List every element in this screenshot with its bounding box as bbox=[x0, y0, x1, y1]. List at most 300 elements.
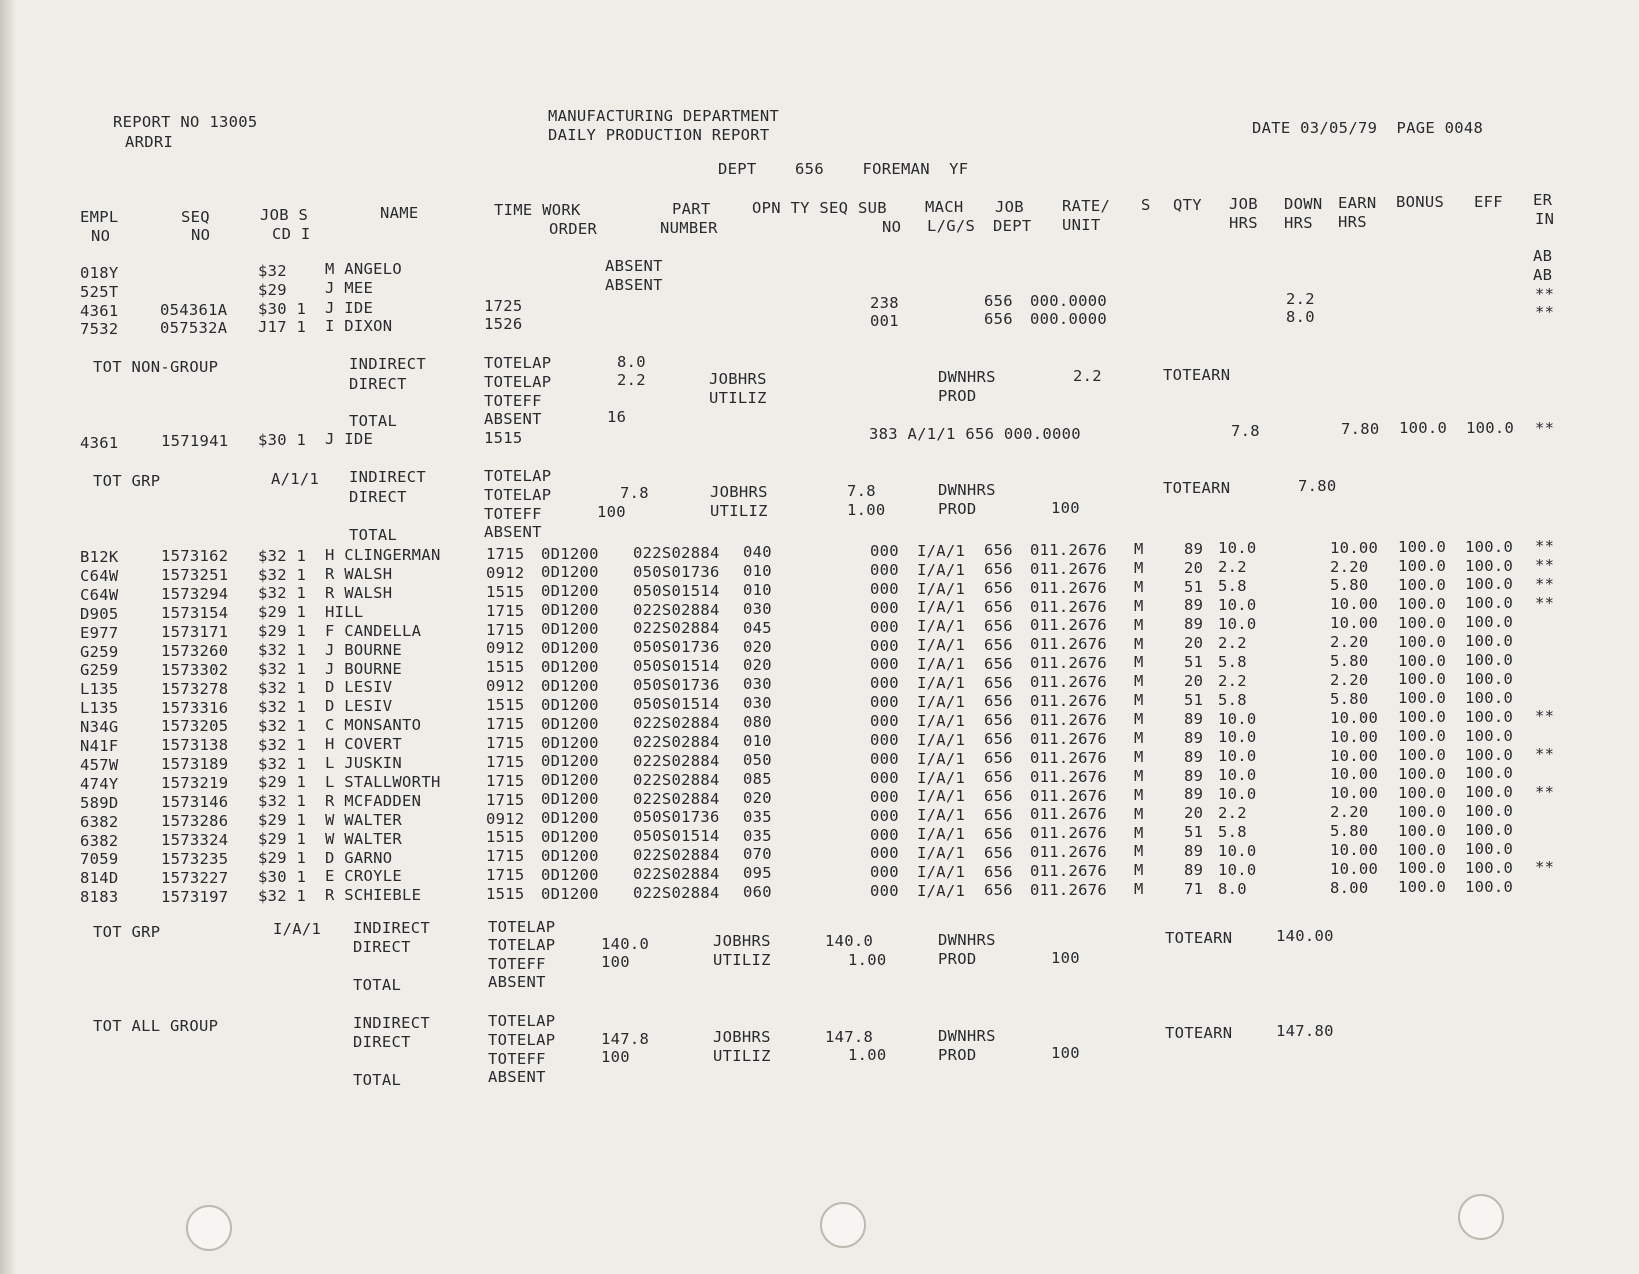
rate: 011.2676 bbox=[1030, 729, 1108, 748]
seq-no: 1573146 bbox=[161, 793, 229, 812]
dept-foreman-line: DEPT 656 FOREMAN YF bbox=[718, 160, 969, 178]
job-dept: 656 bbox=[984, 730, 1013, 749]
col-empl-no: NO bbox=[91, 227, 111, 245]
employee-name: D LESIV bbox=[325, 678, 393, 697]
earn-hrs: 10.00 bbox=[1330, 538, 1379, 557]
work-order: 0D1200 bbox=[541, 884, 599, 903]
col-part: PART bbox=[672, 200, 711, 218]
mach-lgs: I/A/1 bbox=[917, 730, 966, 749]
qty: 89 bbox=[1184, 539, 1204, 558]
employee-name: J IDE bbox=[325, 430, 374, 448]
s-flag: M bbox=[1134, 615, 1144, 634]
time: 0912 bbox=[486, 809, 525, 828]
empl-no: N41F bbox=[80, 737, 119, 755]
col-qty: QTY bbox=[1173, 196, 1202, 214]
opn: 020 bbox=[743, 637, 772, 656]
work-order: 0D1200 bbox=[541, 809, 599, 828]
qty: 20 bbox=[1184, 672, 1204, 691]
seq-no: 1573227 bbox=[161, 868, 229, 887]
employee-name: L JUSKIN bbox=[325, 754, 403, 773]
part-number: 050S01514 bbox=[633, 695, 720, 714]
job-code: $29 1 bbox=[258, 849, 307, 868]
er-flag: ** bbox=[1535, 537, 1555, 556]
sub-no: 000 bbox=[870, 806, 899, 825]
job-hrs: 2.2 bbox=[1218, 633, 1247, 652]
earn-hrs: 10.00 bbox=[1330, 859, 1379, 878]
job-dept: 656 bbox=[984, 881, 1013, 900]
work-order: 0D1200 bbox=[541, 828, 599, 847]
sub-no: 238 bbox=[870, 294, 899, 312]
bonus: 100.0 bbox=[1398, 746, 1447, 764]
bonus: 100.0 bbox=[1398, 689, 1447, 708]
sub-no: 000 bbox=[870, 542, 899, 561]
job-dept: 656 bbox=[984, 862, 1013, 881]
dwnhrs-label: DWNHRS bbox=[938, 481, 996, 499]
time: 1515 bbox=[486, 582, 525, 601]
work-order: 0D1200 bbox=[541, 544, 599, 563]
s-flag: M bbox=[1134, 558, 1144, 577]
empl-no: 7059 bbox=[80, 850, 119, 869]
sub-mach-dept-rate: 383 A/1/1 656 000.0000 bbox=[869, 425, 1081, 443]
job-dept: 656 bbox=[984, 786, 1013, 805]
absent-label: ABSENT bbox=[484, 410, 542, 428]
opn: 010 bbox=[743, 580, 772, 599]
work-order: 0D1200 bbox=[541, 657, 599, 676]
mach-lgs: I/A/1 bbox=[917, 806, 966, 825]
totearn-label: TOTEARN bbox=[1163, 479, 1231, 497]
sub-no: 000 bbox=[870, 787, 899, 806]
time: 0912 bbox=[486, 639, 525, 658]
earn-hrs: 10.00 bbox=[1330, 595, 1379, 614]
time: 0912 bbox=[486, 563, 525, 582]
utiliz-value: 1.00 bbox=[848, 951, 887, 969]
qty: 89 bbox=[1184, 728, 1204, 747]
totelap-direct-label: TOTELAP bbox=[484, 486, 552, 504]
indirect-label: INDIRECT bbox=[353, 1014, 431, 1032]
opn: 010 bbox=[743, 732, 772, 751]
earn-hrs: 10.00 bbox=[1330, 614, 1379, 633]
rate: 011.2676 bbox=[1030, 578, 1108, 597]
totelap-indirect-label: TOTELAP bbox=[484, 467, 552, 485]
time: 1715 bbox=[486, 544, 525, 563]
opn: 085 bbox=[743, 769, 772, 788]
empl-no: 814D bbox=[80, 869, 119, 888]
seq-no: 1573286 bbox=[161, 811, 229, 830]
seq-no: 1571941 bbox=[161, 432, 229, 450]
part-number: 022S02884 bbox=[633, 751, 720, 770]
totelap-indirect-label: TOTELAP bbox=[488, 918, 556, 936]
bonus: 100.0 bbox=[1398, 613, 1447, 632]
earn-hrs: 2.20 bbox=[1330, 633, 1369, 652]
job-code: $32 1 bbox=[258, 660, 307, 679]
bonus: 100.0 bbox=[1398, 538, 1447, 557]
mach-lgs: I/A/1 bbox=[917, 560, 966, 579]
eff: 100.0 bbox=[1465, 537, 1514, 556]
sub-no: 000 bbox=[870, 712, 899, 731]
part-number: 022S02884 bbox=[633, 713, 720, 732]
col-dept: DEPT bbox=[993, 217, 1032, 235]
jobhrs-label: JOBHRS bbox=[710, 483, 768, 501]
direct-label: DIRECT bbox=[353, 1033, 411, 1051]
total-row-label: TOTAL bbox=[353, 1071, 402, 1089]
earn-hrs: 2.20 bbox=[1330, 803, 1369, 822]
opn: 040 bbox=[743, 543, 772, 562]
report-operator: ARDRI bbox=[125, 133, 174, 151]
job-code: $32 1 bbox=[258, 735, 307, 754]
job-hrs: 10.0 bbox=[1218, 596, 1257, 615]
empl-no: 474Y bbox=[80, 774, 119, 793]
work-order: 0D1200 bbox=[541, 563, 599, 582]
employee-name: W WALTER bbox=[325, 810, 403, 829]
total-row-label: TOTAL bbox=[349, 412, 398, 430]
eff: 100.0 bbox=[1465, 707, 1514, 726]
part-number: 022S02884 bbox=[633, 600, 720, 619]
seq-no: 054361A bbox=[160, 301, 228, 319]
totearn-value: 7.80 bbox=[1298, 477, 1337, 495]
col-bonus: BONUS bbox=[1396, 193, 1445, 211]
job-code: $32 1 bbox=[258, 792, 307, 811]
qty: 89 bbox=[1184, 861, 1204, 880]
rate: 011.2676 bbox=[1030, 616, 1108, 635]
employee-name: J IDE bbox=[325, 299, 374, 317]
col-in: IN bbox=[1535, 210, 1555, 228]
empl-no: L135 bbox=[80, 680, 119, 699]
col-earn-hrs: HRS bbox=[1338, 213, 1367, 231]
totearn-value: 140.00 bbox=[1276, 927, 1334, 945]
rate: 011.2676 bbox=[1030, 843, 1108, 862]
job-hrs: 5.8 bbox=[1218, 690, 1247, 709]
empl-no: 6382 bbox=[80, 831, 119, 850]
time: 1715 bbox=[486, 847, 525, 866]
time: 1515 bbox=[484, 429, 523, 447]
earn-hrs: 2.20 bbox=[1330, 670, 1369, 689]
job-dept: 656 bbox=[984, 292, 1013, 310]
jobhrs-label: JOBHRS bbox=[709, 370, 767, 388]
totearn-label: TOTEARN bbox=[1163, 366, 1231, 384]
employee-name: R MCFADDEN bbox=[325, 791, 422, 810]
opn: 060 bbox=[743, 883, 772, 902]
job-dept: 656 bbox=[984, 654, 1013, 673]
binder-hole bbox=[186, 1205, 232, 1251]
empl-no: E977 bbox=[80, 623, 119, 642]
col-down-hrs: HRS bbox=[1284, 214, 1313, 232]
employee-name: H COVERT bbox=[325, 735, 403, 754]
job-hrs: 5.8 bbox=[1218, 652, 1247, 671]
opn: 030 bbox=[743, 599, 772, 618]
prod-value: 100 bbox=[1051, 1044, 1080, 1062]
job-dept: 656 bbox=[984, 692, 1013, 711]
time: 1715 bbox=[486, 715, 525, 734]
job-hrs: 5.8 bbox=[1218, 822, 1247, 841]
totearn-value: 147.80 bbox=[1276, 1022, 1334, 1040]
rate: 011.2676 bbox=[1030, 710, 1108, 729]
col-earn: EARN bbox=[1338, 194, 1377, 212]
eff: 100.0 bbox=[1465, 745, 1514, 764]
absent-label: ABSENT bbox=[488, 973, 546, 991]
dwnhrs-value: 2.2 bbox=[1073, 367, 1102, 385]
work-order: 0D1200 bbox=[541, 752, 599, 771]
job-code: $32 bbox=[258, 262, 287, 280]
group-code: A/1/1 bbox=[271, 470, 320, 488]
rate: 011.2676 bbox=[1030, 862, 1108, 881]
job-hrs: 10.0 bbox=[1218, 860, 1257, 879]
time: 1725 bbox=[484, 297, 523, 315]
earn-hrs: 10.00 bbox=[1330, 727, 1379, 746]
empl-no: G259 bbox=[80, 661, 119, 680]
empl-no: 018Y bbox=[80, 264, 119, 282]
rate: 011.2676 bbox=[1030, 692, 1108, 711]
employee-name: W WALTER bbox=[325, 829, 403, 848]
earn-hrs: 10.00 bbox=[1330, 841, 1379, 860]
indirect-label: INDIRECT bbox=[349, 468, 427, 486]
work-order: 0D1200 bbox=[541, 771, 599, 790]
earn-hrs: 10.00 bbox=[1330, 765, 1379, 784]
job-code: $32 1 bbox=[258, 886, 307, 905]
s-flag: M bbox=[1134, 861, 1144, 880]
mach-lgs: I/A/1 bbox=[917, 692, 966, 711]
col-order: ORDER bbox=[549, 220, 598, 238]
totelap-direct-label: TOTELAP bbox=[484, 373, 552, 391]
opn: 030 bbox=[743, 675, 772, 694]
job-dept: 656 bbox=[984, 635, 1013, 654]
eff: 100.0 bbox=[1465, 688, 1514, 707]
seq-no: 1573235 bbox=[161, 849, 229, 868]
job-dept: 656 bbox=[984, 805, 1013, 824]
work-order: 0D1200 bbox=[541, 714, 599, 733]
seq-no: 1573251 bbox=[161, 566, 229, 585]
part-number: 022S02884 bbox=[633, 732, 720, 751]
department-name: MANUFACTURING DEPARTMENT bbox=[548, 107, 780, 125]
s-flag: M bbox=[1134, 729, 1144, 748]
rate: 011.2676 bbox=[1030, 597, 1108, 616]
seq-no: 1573138 bbox=[161, 736, 229, 755]
col-eff: EFF bbox=[1474, 193, 1503, 211]
part-number: 022S02884 bbox=[633, 619, 720, 638]
work-order: 0D1200 bbox=[541, 582, 599, 601]
eff: 100.0 bbox=[1465, 802, 1514, 821]
job-hrs: 10.0 bbox=[1218, 747, 1257, 766]
time: 0912 bbox=[486, 677, 525, 696]
time: 1715 bbox=[486, 733, 525, 752]
prod-label: PROD bbox=[938, 387, 977, 405]
employee-name: L STALLWORTH bbox=[325, 772, 441, 791]
work-order: 0D1200 bbox=[541, 733, 599, 752]
bonus: 100.0 bbox=[1398, 783, 1447, 802]
empl-no: C64W bbox=[80, 566, 119, 585]
total-row-label: TOTAL bbox=[353, 976, 402, 994]
seq-no: 1573278 bbox=[161, 679, 229, 698]
er-flag: ** bbox=[1535, 555, 1555, 574]
employee-name: H CLINGERMAN bbox=[325, 546, 441, 565]
toteff-label: TOTEFF bbox=[488, 1050, 546, 1068]
col-job-hrs: HRS bbox=[1229, 214, 1258, 232]
earn-hrs: 5.80 bbox=[1330, 689, 1369, 708]
employee-name: F CANDELLA bbox=[325, 621, 422, 640]
employee-name: R WALSH bbox=[325, 565, 393, 584]
sub-no: 000 bbox=[870, 655, 899, 674]
sub-no: 000 bbox=[870, 560, 899, 579]
job-code: $29 bbox=[258, 281, 287, 299]
work-order: 0D1200 bbox=[541, 865, 599, 884]
qty: 89 bbox=[1184, 596, 1204, 615]
totearn-label: TOTEARN bbox=[1165, 929, 1233, 947]
mach-lgs: I/A/1 bbox=[917, 711, 966, 730]
utiliz-value: 1.00 bbox=[848, 1046, 887, 1064]
mach-lgs: I/A/1 bbox=[917, 863, 966, 882]
job-hrs: 10.0 bbox=[1218, 785, 1257, 804]
job-code: $29 1 bbox=[258, 830, 307, 849]
utiliz-label: UTILIZ bbox=[713, 1047, 771, 1065]
totelap-indirect-label: TOTELAP bbox=[488, 1012, 556, 1030]
eff: 100.0 bbox=[1465, 877, 1514, 896]
dwnhrs-label: DWNHRS bbox=[938, 368, 996, 386]
col-s: S bbox=[1141, 196, 1151, 214]
group-code: I/A/1 bbox=[273, 920, 322, 938]
part-number: 050S01514 bbox=[633, 827, 720, 846]
eff: 100.0 bbox=[1465, 726, 1514, 745]
er-flag: ** bbox=[1535, 285, 1555, 303]
s-flag: M bbox=[1134, 672, 1144, 691]
indirect-label: INDIRECT bbox=[349, 355, 427, 373]
mach-lgs: I/A/1 bbox=[917, 768, 966, 787]
employee-name: J BOURNE bbox=[325, 640, 403, 659]
job-hrs: 2.2 bbox=[1218, 558, 1247, 577]
part-number: 050S01736 bbox=[633, 808, 720, 827]
er-flag: AB bbox=[1533, 247, 1553, 265]
rate: 011.2676 bbox=[1030, 559, 1108, 578]
opn: 095 bbox=[743, 864, 772, 883]
job-dept: 656 bbox=[984, 541, 1013, 560]
empl-no: L135 bbox=[80, 699, 119, 718]
down-hrs: 2.2 bbox=[1286, 290, 1315, 308]
sub-no: 000 bbox=[870, 731, 899, 750]
mach-lgs: I/A/1 bbox=[917, 655, 966, 674]
job-hrs: 10.0 bbox=[1218, 841, 1257, 860]
mach-lgs: I/A/1 bbox=[917, 617, 966, 636]
eff: 100.0 bbox=[1465, 613, 1514, 632]
part-number: 022S02884 bbox=[633, 789, 720, 808]
job-dept: 656 bbox=[984, 711, 1013, 730]
earn-hrs: 10.00 bbox=[1330, 784, 1379, 803]
seq-no: 1573302 bbox=[161, 660, 229, 679]
opn: 080 bbox=[743, 713, 772, 732]
mach-lgs: I/A/1 bbox=[917, 749, 966, 768]
col-number: NUMBER bbox=[660, 219, 718, 237]
bonus: 100.0 bbox=[1398, 727, 1447, 746]
time: 1515 bbox=[486, 885, 525, 904]
col-down: DOWN bbox=[1284, 195, 1323, 213]
toteff-label: TOTEFF bbox=[484, 392, 542, 410]
empl-no: 7532 bbox=[80, 320, 119, 338]
time: 1715 bbox=[486, 752, 525, 771]
job-dept: 656 bbox=[984, 824, 1013, 843]
job-dept: 656 bbox=[984, 749, 1013, 768]
toteff-label: TOTEFF bbox=[484, 505, 542, 523]
total-label: TOT ALL GROUP bbox=[93, 1017, 219, 1035]
time: 1515 bbox=[486, 658, 525, 677]
col-time-work: TIME WORK bbox=[494, 201, 581, 219]
s-flag: M bbox=[1134, 785, 1144, 804]
direct-label: DIRECT bbox=[349, 488, 407, 506]
seq-no: 1573324 bbox=[161, 830, 229, 849]
col-rate: RATE/ bbox=[1062, 197, 1111, 215]
bonus: 100.0 bbox=[1398, 764, 1447, 783]
sub-no: 001 bbox=[870, 312, 899, 330]
seq-no: 1573154 bbox=[161, 604, 229, 623]
jobhrs-value: 147.8 bbox=[825, 1028, 874, 1046]
bonus: 100.0 bbox=[1398, 632, 1447, 651]
totelap-indirect-value: 8.0 bbox=[617, 353, 646, 371]
empl-no: D905 bbox=[80, 604, 119, 623]
eff: 100.0 bbox=[1465, 556, 1514, 575]
job-hrs: 10.0 bbox=[1218, 615, 1257, 634]
work-order: 0D1200 bbox=[541, 601, 599, 620]
empl-no: 589D bbox=[80, 793, 119, 812]
col-er: ER bbox=[1533, 191, 1553, 209]
col-mach: MACH bbox=[925, 198, 964, 216]
job-code: $32 1 bbox=[258, 565, 307, 584]
er-flag: ** bbox=[1535, 744, 1555, 763]
job-hrs: 8.0 bbox=[1218, 879, 1247, 898]
time: 1715 bbox=[486, 790, 525, 809]
mach-lgs: I/A/1 bbox=[917, 674, 966, 693]
work-order: 0D1200 bbox=[541, 620, 599, 639]
seq-no: 1573316 bbox=[161, 698, 229, 717]
qty: 89 bbox=[1184, 842, 1204, 861]
eff: 100.0 bbox=[1465, 651, 1514, 669]
sub-no: 000 bbox=[870, 749, 899, 768]
status: ABSENT bbox=[605, 276, 663, 294]
col-job: JOB S bbox=[260, 206, 309, 224]
seq-no: 057532A bbox=[160, 319, 228, 337]
totearn-label: TOTEARN bbox=[1165, 1024, 1233, 1042]
bonus: 100.0 bbox=[1398, 557, 1447, 575]
er-flag: ** bbox=[1535, 782, 1555, 801]
work-order: 0D1200 bbox=[541, 676, 599, 695]
opn: 035 bbox=[743, 826, 772, 845]
eff: 100.0 bbox=[1465, 783, 1514, 802]
eff: 100.0 bbox=[1465, 858, 1514, 877]
rate: 011.2676 bbox=[1030, 540, 1108, 559]
s-flag: M bbox=[1134, 880, 1144, 899]
absent-value: 16 bbox=[607, 408, 627, 426]
eff: 100.0 bbox=[1465, 632, 1514, 651]
rate: 000.0000 bbox=[1030, 292, 1108, 310]
prod-value: 100 bbox=[1051, 949, 1080, 967]
date-page: DATE 03/05/79 PAGE 0048 bbox=[1252, 119, 1484, 137]
job-dept: 656 bbox=[984, 843, 1013, 862]
part-number: 050S01736 bbox=[633, 676, 720, 695]
report-number: REPORT NO 13005 bbox=[113, 113, 258, 131]
col-seq-no: NO bbox=[191, 226, 211, 244]
rate: 011.2676 bbox=[1030, 654, 1108, 673]
empl-no: G259 bbox=[80, 642, 119, 661]
direct-label: DIRECT bbox=[349, 375, 407, 393]
opn: 050 bbox=[743, 750, 772, 769]
eff: 100.0 bbox=[1465, 575, 1514, 594]
seq-no: 1573162 bbox=[161, 547, 229, 566]
col-job-hrs-top: JOB bbox=[1229, 195, 1258, 213]
mach-lgs: I/A/1 bbox=[917, 636, 966, 655]
work-order: 0D1200 bbox=[541, 790, 599, 809]
qty: 89 bbox=[1184, 785, 1204, 804]
qty: 89 bbox=[1184, 747, 1204, 766]
opn: 070 bbox=[743, 845, 772, 864]
job-hrs: 10.0 bbox=[1218, 709, 1257, 728]
job-hrs: 2.2 bbox=[1218, 671, 1247, 690]
total-label: TOT GRP bbox=[93, 923, 161, 941]
seq-no: 1573219 bbox=[161, 774, 229, 793]
